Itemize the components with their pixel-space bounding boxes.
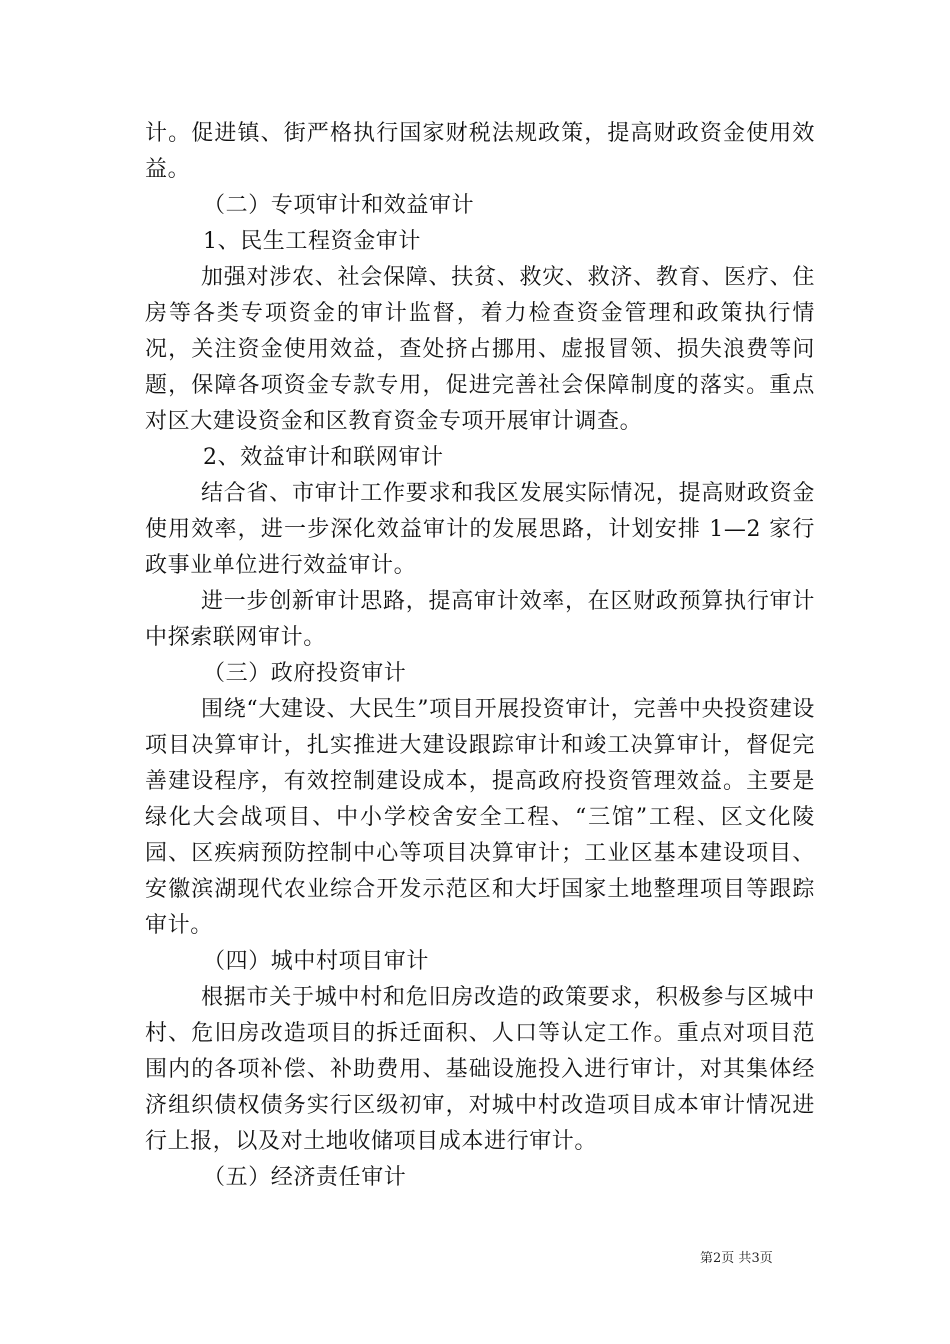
footer-middle: 页 共 <box>721 1251 752 1266</box>
paragraph-urban-village: 根据市关于城中村和危旧房改造的政策要求，积极参与区城中村、危旧房改造项目的拆迁面积、人口等认定工作。重点对项目范围内的各项补偿、补助费用、基础设施投入进行审计，对其集体经济组织债权债务实行区级初审，对城中村改造项目成本审计情况进行上报，以及对土地收储项目成本进行审计。 <box>145 985 815 1154</box>
paragraph-livelihood-audit: 加强对涉农、社会保障、扶贫、救灾、救济、教育、医疗、住房等各类专项资金的审计监督，着力检查资金管理和政策执行情况，关注资金使用效益，查处挤占挪用、虚报冒领、损失浪费等问题，保障各项资金专款专用，促进完善社会保障制度的落实。重点对区大建设资金和区教育资金专项开展审计调查。 <box>145 265 815 434</box>
footer-suffix: 页 <box>759 1251 773 1266</box>
document-body <box>145 116 815 1196</box>
footer-prefix: 第 <box>700 1251 714 1266</box>
subsection-heading-2: 2、效益审计和联网审计 <box>203 445 444 470</box>
section-heading-three: （三）政府投资审计 <box>203 661 407 686</box>
section-heading-five: （五）经济责任审计 <box>203 1165 407 1190</box>
footer-current-page: 2 <box>713 1251 722 1266</box>
section-heading-two: （二）专项审计和效益审计 <box>203 193 475 218</box>
paragraph-government-investment: 围绕“大建设、大民生”项目开展投资审计，完善中央投资建设项目决算审计，扎实推进大建设跟踪审计和竣工决算审计，督促完善建设程序，有效控制建设成本，提高政府投资管理效益。主要是绿化大会战项目、中小学校舍安全工程、“三馆”工程、区文化陵园、区疾病预防控制中心等项目决算审计；工业区基本建设项目、安徽滨湖现代农业综合开发示范区和大圩国家土地整理项目等跟踪审计。 <box>145 697 815 938</box>
subsection-heading-1: 1、民生工程资金审计 <box>203 229 421 254</box>
paragraph-network-audit: 进一步创新审计思路，提高审计效率，在区财政预算执行审计中探索联网审计。 <box>145 589 815 650</box>
page-footer <box>700 1247 820 1266</box>
paragraph-benefit-audit: 结合省、市审计工作要求和我区发展实际情况，提高财政资金使用效率，进一步深化效益审计的发展思路，计划安排 1—2 家行政事业单位进行效益审计。 <box>145 481 815 578</box>
section-heading-four: （四）城中村项目审计 <box>203 949 430 974</box>
paragraph-continuation: 计。促进镇、街严格执行国家财税法规政策，提高财政资金使用效益。 <box>145 121 815 182</box>
footer-total-pages: 3 <box>751 1251 760 1266</box>
